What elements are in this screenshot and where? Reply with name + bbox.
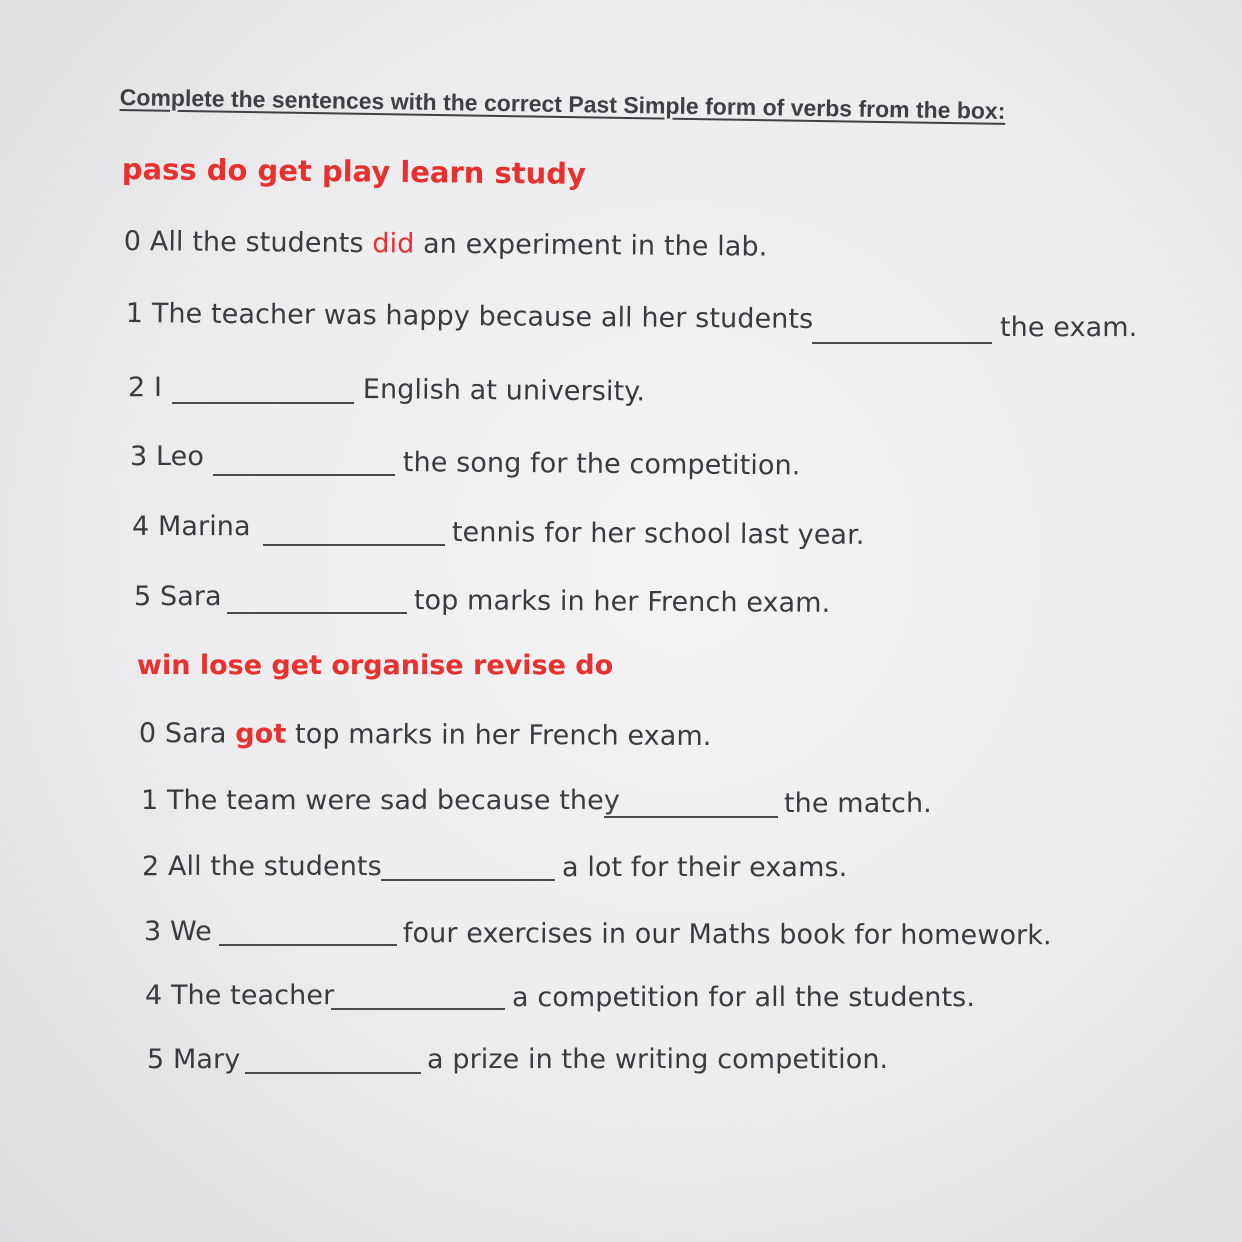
exercise-1-item-1-after: the exam. <box>1000 312 1138 343</box>
answer-blank-1-5[interactable] <box>227 612 407 614</box>
exercise-1-item-5-after: top marks in her French exam. <box>413 585 831 619</box>
example-1-after: an experiment in the lab. <box>414 228 768 263</box>
answer-blank-1-3[interactable] <box>213 474 395 476</box>
word-box-1: pass do get play learn study <box>121 152 587 191</box>
exercise-1-item-2-after: English at university. <box>362 374 646 408</box>
exercise-1-item-4-before: 4 Marina <box>132 511 251 542</box>
example-2-after: top marks in her French exam. <box>286 718 712 752</box>
exercise-2-item-4-before: 4 The teacher <box>145 980 335 1011</box>
example-2-before: 0 Sara <box>138 718 236 750</box>
instruction-heading: Complete the sentences with the correct Past Simple form of verbs from the box: <box>119 84 1006 124</box>
exercise-2-item-1-after: the match. <box>784 788 932 819</box>
exercise-1-item-3-after: the song for the competition. <box>402 447 801 482</box>
example-sentence-2 <box>139 718 712 752</box>
exercise-1-item-5-before: 5 Sara <box>134 581 222 612</box>
answer-blank-2-3[interactable] <box>219 944 397 946</box>
exercise-2-item-3-after: four exercises in our Maths book for homework. <box>402 918 1052 952</box>
exercise-1-item-3-before: 3 Leo <box>130 441 204 472</box>
exercise-2-item-3-before: 3 We <box>144 916 212 947</box>
exercise-2-item-2-before: 2 All the students <box>142 851 382 882</box>
exercise-1-item-1-before: 1 The teacher was happy because all her students <box>125 298 814 335</box>
exercise-1-item-4-after: tennis for her school last year. <box>451 517 865 551</box>
answer-blank-2-2[interactable] <box>381 879 555 881</box>
answer-blank-1-1[interactable] <box>812 342 992 344</box>
answer-blank-2-5[interactable] <box>245 1072 421 1074</box>
example-1-answer: did <box>372 228 415 260</box>
answer-blank-1-4[interactable] <box>263 544 445 546</box>
example-sentence-1 <box>124 226 768 263</box>
exercise-2-item-1-before: 1 The team were sad because they <box>141 785 620 816</box>
example-2-answer: got <box>235 718 287 750</box>
answer-blank-1-2[interactable] <box>172 402 354 404</box>
answer-blank-2-4[interactable] <box>331 1008 505 1010</box>
exercise-1-item-2-before: 2 I <box>128 372 163 403</box>
exercise-2-item-5-before: 5 Mary <box>147 1044 241 1075</box>
exercise-2-item-2-after: a lot for their exams. <box>562 852 848 883</box>
exercise-2-item-5-after: a prize in the writing competition. <box>427 1044 889 1075</box>
example-1-before: 0 All the students <box>123 226 373 260</box>
word-box-2: win lose get organise revise do <box>137 650 614 681</box>
exercise-2-item-4-after: a competition for all the students. <box>512 982 976 1013</box>
answer-blank-2-1[interactable] <box>604 816 778 818</box>
